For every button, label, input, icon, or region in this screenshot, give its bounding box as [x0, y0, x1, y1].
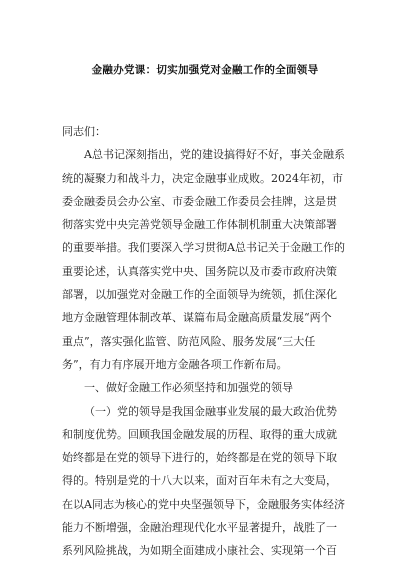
body-line: 统的凝聚力和战斗力，决定金融事业成败。2024年初，市	[62, 171, 343, 185]
body-line: 部署，以加强党对金融工作的全面领导为统领，抓住深化	[62, 288, 337, 302]
salutation: 同志们：	[62, 125, 106, 138]
body-line: 始终都是在党的领导下进行的，始终都是在党的领导下取	[62, 451, 337, 465]
body-line: 地方金融管理体制改革、谋篇布局金融高质量发展“两个	[62, 311, 332, 325]
body-line: 和制度优势。回顾我国金融发展的历程、取得的重大成就	[62, 427, 337, 441]
body-line: 重要论述，认真落实党中央、国务院以及市委市政府决策	[62, 264, 337, 278]
body-line: 重点”，落实强化监管、防范风险、服务发展“三大任	[62, 334, 316, 348]
body-line: A总书记深刻指出，党的建设搞得好不好，事关金融系	[84, 148, 345, 162]
body-line: 能力不断增强，金融治理现代化水平显著提升，战胜了一	[62, 521, 337, 535]
body-line: 彻落实党中央完善党领导金融工作体制机制重大决策部署	[62, 218, 337, 232]
body-line: 的重要举措。我们要深入学习贯彻A总书记关于金融工作的	[62, 241, 345, 255]
body-line: 务”，有力有序展开地方金融各项工作新布局。	[62, 357, 288, 371]
body-line: 在以A同志为核心的党中央坚强领导下，金融服务实体经济	[62, 497, 345, 511]
body-line: 系列风险挑战，为如期全面建成小康社会、实现第一个百	[62, 544, 337, 558]
section-heading: 一、做好金融工作必须坚持和加强党的领导	[84, 381, 293, 395]
subsection-heading: （一）党的领导是我国金融事业发展的最大政治优势	[84, 404, 337, 418]
document-title: 金融办党课：切实加强党对金融工作的全面领导	[91, 64, 319, 76]
body-line: 委金融委员会办公室、市委金融工作委员会挂牌，这是贯	[62, 194, 337, 208]
document-body	[62, 120, 352, 563]
body-line: 得的。特别是党的十八大以来，面对百年未有之大变局，	[62, 474, 337, 488]
